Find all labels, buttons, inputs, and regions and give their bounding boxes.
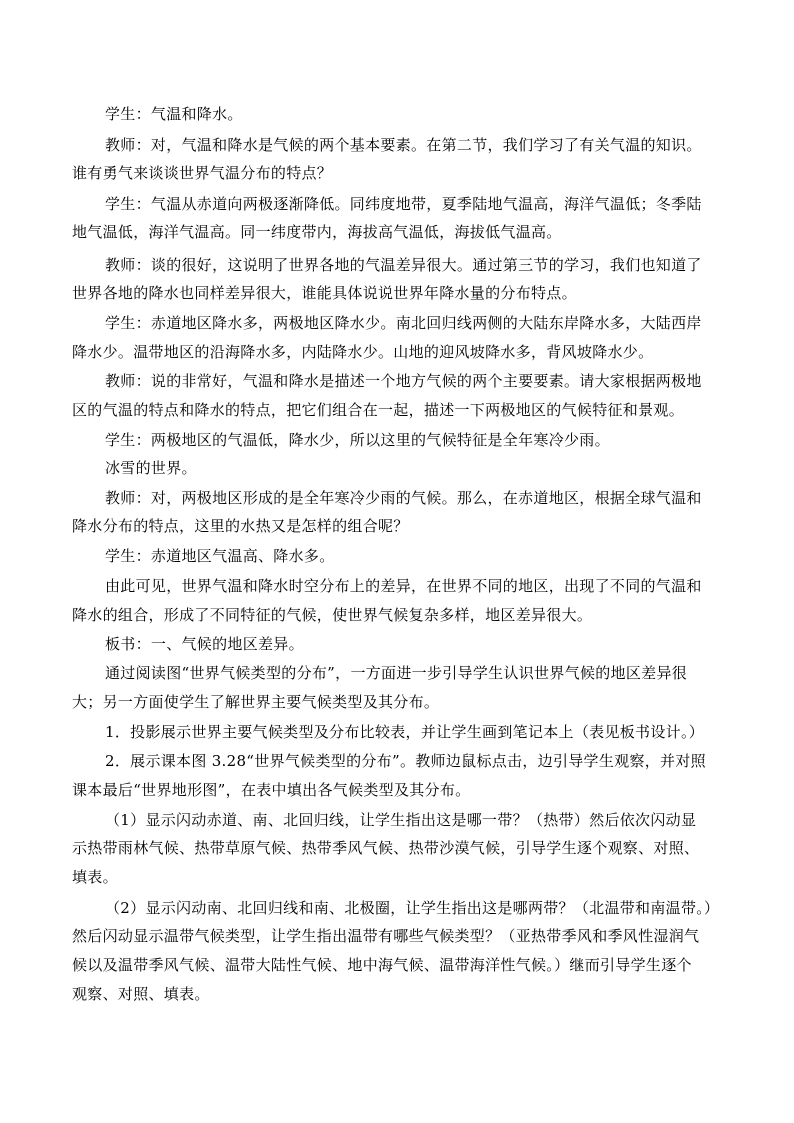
paragraph-line: 2．展示课本图 3.28“世界气候类型的分布”。教师边鼠标点击，边引导学生观察，并对照 xyxy=(105,752,706,770)
paragraph-line: 学生：气温和降水。 xyxy=(105,105,243,123)
paragraph-line: 世界各地的降水也同样差异很大，谁能具体说说世界年降水量的分布特点。 xyxy=(72,284,577,302)
paragraph-line: 教师：对，两极地区形成的是全年寒冷少雨的气候。那么，在赤道地区，根据全球气温和 xyxy=(105,489,702,507)
paragraph-line: 区的气温的特点和降水的特点，把它们组合在一起，描述一下两极地区的气候特征和景观。 xyxy=(72,401,685,419)
paragraph-line: 然后闪动显示温带气候类型，让学生指出温带有哪些气候类型？（亚热带季风和季风性湿润气 xyxy=(72,927,700,945)
paragraph-line: 观察、对照、填表。 xyxy=(72,985,210,1003)
paragraph-line: 教师：谈的很好，这说明了世界各地的气温差异很大。通过第三节的学习，我们也知道了 xyxy=(105,256,702,274)
paragraph-line: 候以及温带季风气候、温带大陆性气候、地中海气候、温带海洋性气候。）继而引导学生逐个 xyxy=(72,956,692,974)
paragraph-line: 降水分布的特点，这里的水热又是怎样的组合呢？ xyxy=(72,517,409,535)
paragraph-line: 示热带雨林气候、热带草原气候、热带季风气候、热带沙漠气候，引导学生逐个观察、对照、 xyxy=(72,839,700,857)
paragraph-line: 教师：对，气温和降水是气候的两个基本要素。在第二节，我们学习了有关气温的知识。 xyxy=(105,136,702,154)
paragraph-line: 大；另一方面使学生了解世界主要气候类型及其分布。 xyxy=(72,693,440,711)
paragraph-line: 学生：两极地区的气温低，降水少，所以这里的气候特征是全年寒冷少雨。 xyxy=(105,431,610,449)
paragraph-line: 降水少。温带地区的沿海降水多，内陆降水少。山地的迎风坡降水多，背风坡降水少。 xyxy=(72,343,654,361)
paragraph-line: 通过阅读图“世界气候类型的分布”，一方面进一步引导学生认识世界气候的地区差异很 xyxy=(105,664,688,682)
paragraph-line: 地气温低，海洋气温高。同一纬度带内，海拔高气温低，海拔低气温高。 xyxy=(72,223,562,241)
paragraph-line: （2）显示闪动南、北回归线和南、北极圈，让学生指出这是哪两带？（北温带和南温带。） xyxy=(105,899,720,917)
paragraph-line: 教师：说的非常好，气温和降水是描述一个地方气候的两个主要要素。请大家根据两极地 xyxy=(105,372,702,390)
paragraph-line: 冰雪的世界。 xyxy=(105,459,197,477)
paragraph-line: 学生：赤道地区气温高、降水多。 xyxy=(105,547,335,565)
paragraph-line: 填表。 xyxy=(72,868,118,886)
paragraph-line: 由此可见，世界气温和降水时空分布上的差异，在世界不同的地区，出现了不同的气温和 xyxy=(105,577,702,595)
paragraph-line: 谁有勇气来谈谈世界气温分布的特点？ xyxy=(72,164,333,182)
paragraph-line: （1）显示闪动赤道、南、北回归线，让学生指出这是哪一带？（热带）然后依次闪动显 xyxy=(105,811,697,829)
paragraph-line: 1．投影展示世界主要气候类型及分布比较表，并让学生画到笔记本上（表见板书设计。） xyxy=(105,723,705,741)
paragraph-line: 降水的组合，形成了不同特征的气候，使世界气候复杂多样，地区差异很大。 xyxy=(72,606,593,624)
paragraph-line: 课本最后“世界地形图”，在表中填出各气候类型及其分布。 xyxy=(72,781,471,799)
paragraph-line: 学生：气温从赤道向两极逐渐降低。同纬度地带，夏季陆地气温高，海洋气温低；冬季陆 xyxy=(105,195,702,213)
paragraph-line: 板书：一、气候的地区差异。 xyxy=(105,635,304,653)
paragraph-line: 学生：赤道地区降水多，两极地区降水少。南北回归线两侧的大陆东岸降水多，大陆西岸 xyxy=(105,314,702,332)
